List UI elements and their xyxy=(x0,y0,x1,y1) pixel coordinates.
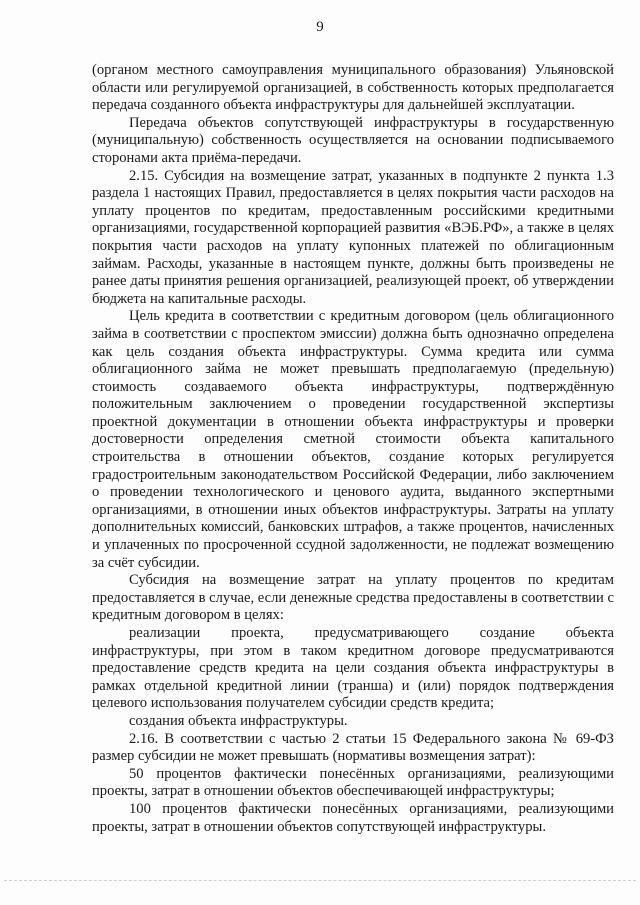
scan-edge-divider xyxy=(4,880,636,881)
paragraph: Субсидия на возмещение затрат на уплату процентов по кредитам предоставляется в случае, если денежные средства предоставлены в соответствии с кредитным договором в целях: xyxy=(92,572,614,624)
paragraph-section-2-16: 2.16. В соответствии с частью 2 статьи 15 Федерального закона № 69-ФЗ размер субсидии не может превышать (нормативы возмещения затрат): xyxy=(92,730,614,765)
paragraph: 100 процентов фактически понесённых организациями, реализующими проекты, затрат в отношении объектов сопутствующей инфраструктуры. xyxy=(92,800,614,835)
document-body xyxy=(92,62,614,836)
paragraph: Передача объектов сопутствующей инфраструктуры в государственную (муниципальную) собственность осуществляется на основании подписываемого сторонами акта приёма-передачи. xyxy=(92,114,614,166)
page-number: 9 xyxy=(316,19,324,35)
paragraph: реализации проекта, предусматривающего создание объекта инфраструктуры, при этом в таком кредитном договоре предусматриваются предоставление средств кредита на цели создания объекта инфраструктуры в рамках отдельной кредитной линии (транша) и (или) порядок подтверждения целевого использования получателем субсидии средств кредита; xyxy=(92,625,614,712)
paragraph: Цель кредита в соответствии с кредитным договором (цель облигационного займа в соответствии с проспектом эмиссии) должна быть однозначно определена как цель создания объекта инфраструктуры. Сумма кредита или сумма облигационного займа не может превышать предполагаемую (предельную) стоимость создаваемого объекта инфраструктуры, подтверждённую положительным заключением о проведении государственной экспертизы проектной документации в отношении объекта инфраструктуры и проверки достоверности определения сметной стоимости объекта капитального строительства в отношении объектов, создание которых регулируется градостроительным законодательством Российской Федерации, либо заключением о проведении технологического и ценового аудита, выданного экспертными организациями, в отношении иных объектов инфраструктуры. Затраты на уплату дополнительных комиссий, банковских штрафов, а также процентов, начисленных и уплаченных по просроченной ссудной задолженности, не подлежат возмещению за счёт субсидии. xyxy=(92,308,614,571)
paragraph: создания объекта инфраструктуры. xyxy=(129,712,348,729)
paragraph: (органом местного самоуправления муниципального образования) Ульяновской области или регулируемой организацией, в собственность которых предполагается передача созданного объекта инфраструктуры для дальнейшей эксплуатации. xyxy=(92,62,614,114)
paragraph-section-2-15: 2.15. Субсидия на возмещение затрат, указанных в подпункте 2 пункта 1.3 раздела 1 настоящих Правил, предоставляется в целях покрытия части расходов на уплату процентов по кредитам, предоставленным российскими кредитными организациями, государственной корпорацией развития «ВЭБ.РФ», а также в целях покрытия части расходов на уплату купонных платежей по облигационным займам. Расходы, указанные в настоящем пункте, должны быть произведены не ранее даты принятия решения организацией, реализующей проект, об утверждении бюджета на капитальные расходы. xyxy=(92,167,614,307)
paragraph: 50 процентов фактически понесённых организациями, реализующими проекты, затрат в отношении объектов обеспечивающей инфраструктуры; xyxy=(92,765,614,800)
